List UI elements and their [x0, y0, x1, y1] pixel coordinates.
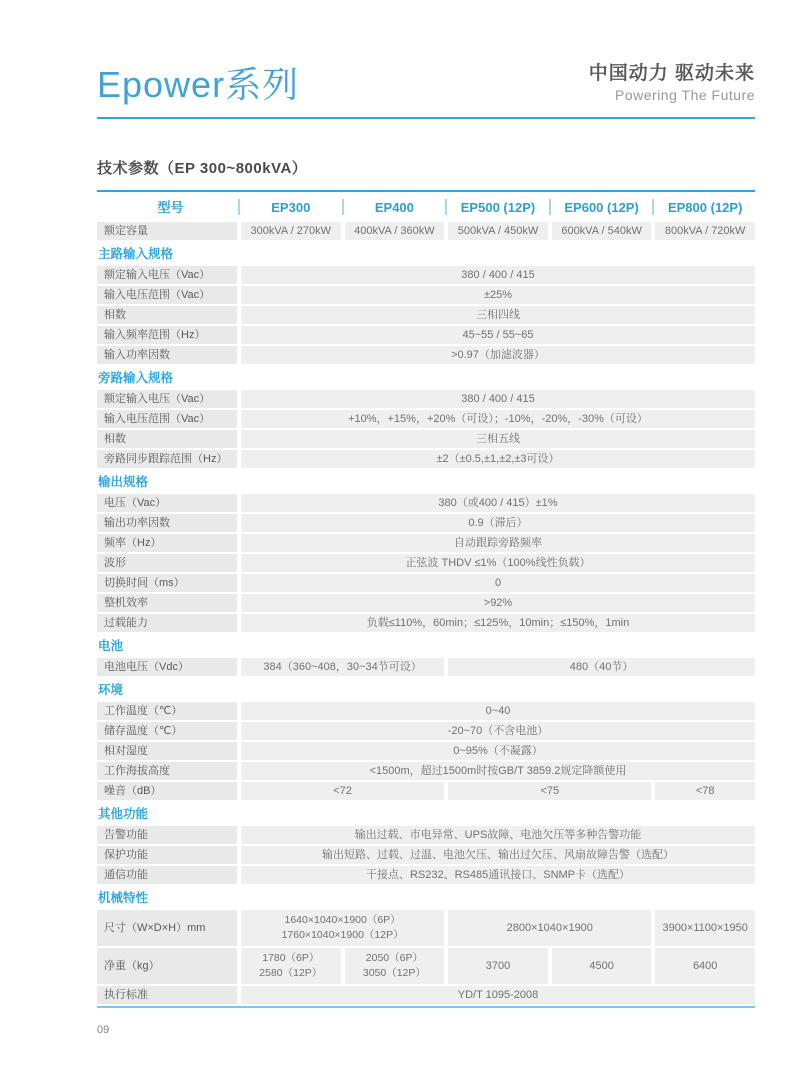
- spec-value-line: 1640×1040×1900（6P）: [284, 914, 401, 926]
- section-row: [97, 366, 755, 388]
- spec-row: [97, 514, 755, 532]
- spec-label: 工作海拔高度: [97, 762, 237, 780]
- spec-label: 旁路同步跟踪范围（Hz）: [97, 450, 237, 468]
- spec-value: 380（或400 / 415）±1%: [241, 494, 755, 512]
- spec-value: 384（360~408，30~34节可设）: [241, 658, 444, 676]
- spec-row: [97, 222, 755, 240]
- spec-row: [97, 326, 755, 344]
- spec-value: >0.97（加滤波器）: [241, 346, 755, 364]
- spec-label: 电池电压（Vdc）: [97, 658, 237, 676]
- spec-row: [97, 782, 755, 800]
- spec-row: [97, 742, 755, 760]
- spec-label: 执行标准: [97, 986, 237, 1004]
- spec-row: [97, 450, 755, 468]
- spec-value: 500kVA / 450kW: [448, 222, 548, 240]
- spec-label: 频率（Hz）: [97, 534, 237, 552]
- spec-label: 波形: [97, 554, 237, 572]
- spec-row: [97, 594, 755, 612]
- spec-value-line: 3050（12P）: [362, 967, 426, 979]
- spec-label: 额定输入电压（Vac）: [97, 390, 237, 408]
- spec-value: <78: [655, 782, 755, 800]
- spec-value: 负载≤110%，60min；≤125%，10min；≤150%，1min: [241, 614, 755, 632]
- spec-value: 380 / 400 / 415: [241, 390, 755, 408]
- spec-row: [97, 286, 755, 304]
- spec-row: [97, 534, 755, 552]
- spec-value: 0.9（滞后）: [241, 514, 755, 532]
- spec-label: 尺寸（W×D×H）mm: [97, 910, 237, 946]
- spec-value: [345, 948, 445, 984]
- spec-value: 380 / 400 / 415: [241, 266, 755, 284]
- spec-label: 输入功率因数: [97, 346, 237, 364]
- section-title: 输出规格: [98, 475, 149, 489]
- spec-value: 三相四线: [241, 306, 755, 324]
- spec-value: 0~95%（不凝露）: [241, 742, 755, 760]
- spec-label: 工作温度（℃）: [97, 702, 237, 720]
- spec-value: 6400: [655, 948, 755, 984]
- spec-row: [97, 702, 755, 720]
- spec-row: [97, 658, 755, 676]
- spec-label: 整机效率: [97, 594, 237, 612]
- spec-value: 输出过载、市电异常、UPS故障、电池欠压等多种告警功能: [241, 826, 755, 844]
- spec-value: 0~40: [241, 702, 755, 720]
- spec-value: 2800×1040×1900: [448, 910, 651, 946]
- spec-label: 额定容量: [97, 222, 237, 240]
- spec-value: ±2（±0.5,±1,±2,±3可设）: [241, 450, 755, 468]
- section-row: [97, 634, 755, 656]
- spec-row: [97, 762, 755, 780]
- section-title: 旁路输入规格: [98, 371, 174, 385]
- slogan-chinese: 中国动力 驱动未来: [588, 63, 755, 84]
- spec-value: 正弦波 THDV ≤1%（100%线性负载）: [241, 554, 755, 572]
- spec-label: 相对湿度: [97, 742, 237, 760]
- spec-row: [97, 554, 755, 572]
- header-divider-rule: [97, 117, 755, 119]
- spec-value: 三相五线: [241, 430, 755, 448]
- page-masthead: [97, 0, 755, 105]
- spec-value: <1500m，超过1500m时按GB/T 3859.2规定降额使用: [241, 762, 755, 780]
- spec-label: 输入电压范围（Vac）: [97, 286, 237, 304]
- spec-value: 自动跟踪旁路频率: [241, 534, 755, 552]
- spec-row: [97, 306, 755, 324]
- spec-row: [97, 722, 755, 740]
- spec-value-line: 1780（6P）: [262, 952, 320, 964]
- spec-row: [97, 574, 755, 592]
- slogan-english: Powering The Future: [615, 87, 755, 103]
- spec-value: 480（40节）: [448, 658, 755, 676]
- spec-label: 噪音（dB）: [97, 782, 237, 800]
- spec-row: [97, 390, 755, 408]
- spec-label: 净重（kg）: [97, 948, 237, 984]
- spec-value: 3900×1100×1950: [655, 910, 755, 946]
- spec-value: 干接点、RS232、RS485通讯接口、SNMP卡（选配）: [241, 866, 755, 884]
- spec-row: [97, 430, 755, 448]
- spec-value: 600kVA / 540kW: [552, 222, 652, 240]
- spec-row: [97, 910, 755, 946]
- spec-row: [97, 614, 755, 632]
- spec-table: [97, 190, 755, 1008]
- spec-value: >92%: [241, 594, 755, 612]
- spec-value: 3700: [448, 948, 548, 984]
- section-row: [97, 470, 755, 492]
- spec-value: -20~70（不含电池）: [241, 722, 755, 740]
- section-title: 主路输入规格: [98, 247, 174, 261]
- spec-label: 额定输入电压（Vac）: [97, 266, 237, 284]
- spec-label: 通信功能: [97, 866, 237, 884]
- spec-row: [97, 986, 755, 1004]
- spec-label: 相数: [97, 306, 237, 324]
- spec-value: 800kVA / 720kW: [655, 222, 755, 240]
- spec-row: [97, 866, 755, 884]
- section-title: 其他功能: [98, 807, 149, 821]
- spec-row: [97, 346, 755, 364]
- spec-value: <75: [448, 782, 651, 800]
- section-row: [97, 678, 755, 700]
- section-row: [97, 802, 755, 824]
- spec-row: [97, 266, 755, 284]
- model-header-cell: EP500 (12P): [448, 194, 548, 220]
- spec-value: [241, 910, 444, 946]
- spec-label: 储存温度（℃）: [97, 722, 237, 740]
- spec-label: 切换时间（ms）: [97, 574, 237, 592]
- spec-value: 400kVA / 360kW: [345, 222, 445, 240]
- spec-value: 0: [241, 574, 755, 592]
- brand-title: Epower系列: [97, 64, 300, 105]
- spec-label: 电压（Vac）: [97, 494, 237, 512]
- model-header-cell: EP600 (12P): [552, 194, 652, 220]
- catalog-page: [97, 0, 755, 1092]
- spec-value: [241, 948, 341, 984]
- section-title: 电池: [98, 639, 124, 653]
- spec-value: 4500: [552, 948, 652, 984]
- section-title: 环境: [98, 683, 124, 697]
- spec-row: [97, 494, 755, 512]
- spec-label: 相数: [97, 430, 237, 448]
- spec-label: 保护功能: [97, 846, 237, 864]
- spec-label: 输入电压范围（Vac）: [97, 410, 237, 428]
- spec-label: 输出功率因数: [97, 514, 237, 532]
- doc-section-title: 技术参数（EP 300~800kVA）: [97, 160, 308, 177]
- spec-value: ±25%: [241, 286, 755, 304]
- section-row: [97, 242, 755, 264]
- spec-label: 过载能力: [97, 614, 237, 632]
- model-header-cell: EP800 (12P): [655, 194, 755, 220]
- spec-row: [97, 410, 755, 428]
- spec-value: YD/T 1095-2008: [241, 986, 755, 1004]
- spec-label: 告警功能: [97, 826, 237, 844]
- model-header-cell: EP400: [345, 194, 445, 220]
- table-model-header-row: [97, 194, 755, 220]
- spec-row: [97, 846, 755, 864]
- spec-value: +10%，+15%，+20%（可设）；-10%，-20%，-30%（可设）: [241, 410, 755, 428]
- spec-row: [97, 826, 755, 844]
- model-header-label: 型号: [157, 199, 184, 215]
- spec-value-line: 2050（6P）: [365, 952, 423, 964]
- section-row: [97, 886, 755, 908]
- spec-value: 45~55 / 55~65: [241, 326, 755, 344]
- spec-value-line: 1760×1040×1900（12P）: [281, 929, 404, 941]
- spec-value: 300kVA / 270kW: [241, 222, 341, 240]
- section-title: 机械特性: [98, 891, 149, 905]
- spec-label: 输入频率范围（Hz）: [97, 326, 237, 344]
- spec-value-line: 2580（12P）: [259, 967, 323, 979]
- slogan-block: [589, 62, 755, 105]
- spec-row: [97, 948, 755, 984]
- spec-value: <72: [241, 782, 444, 800]
- model-header-cell: EP300: [241, 194, 341, 220]
- table-bottom-rule: [97, 1006, 755, 1008]
- page-number: 09: [97, 1024, 110, 1036]
- spec-value: 输出短路、过载、过温、电池欠压、输出过欠压、风扇故障告警（选配）: [241, 846, 755, 864]
